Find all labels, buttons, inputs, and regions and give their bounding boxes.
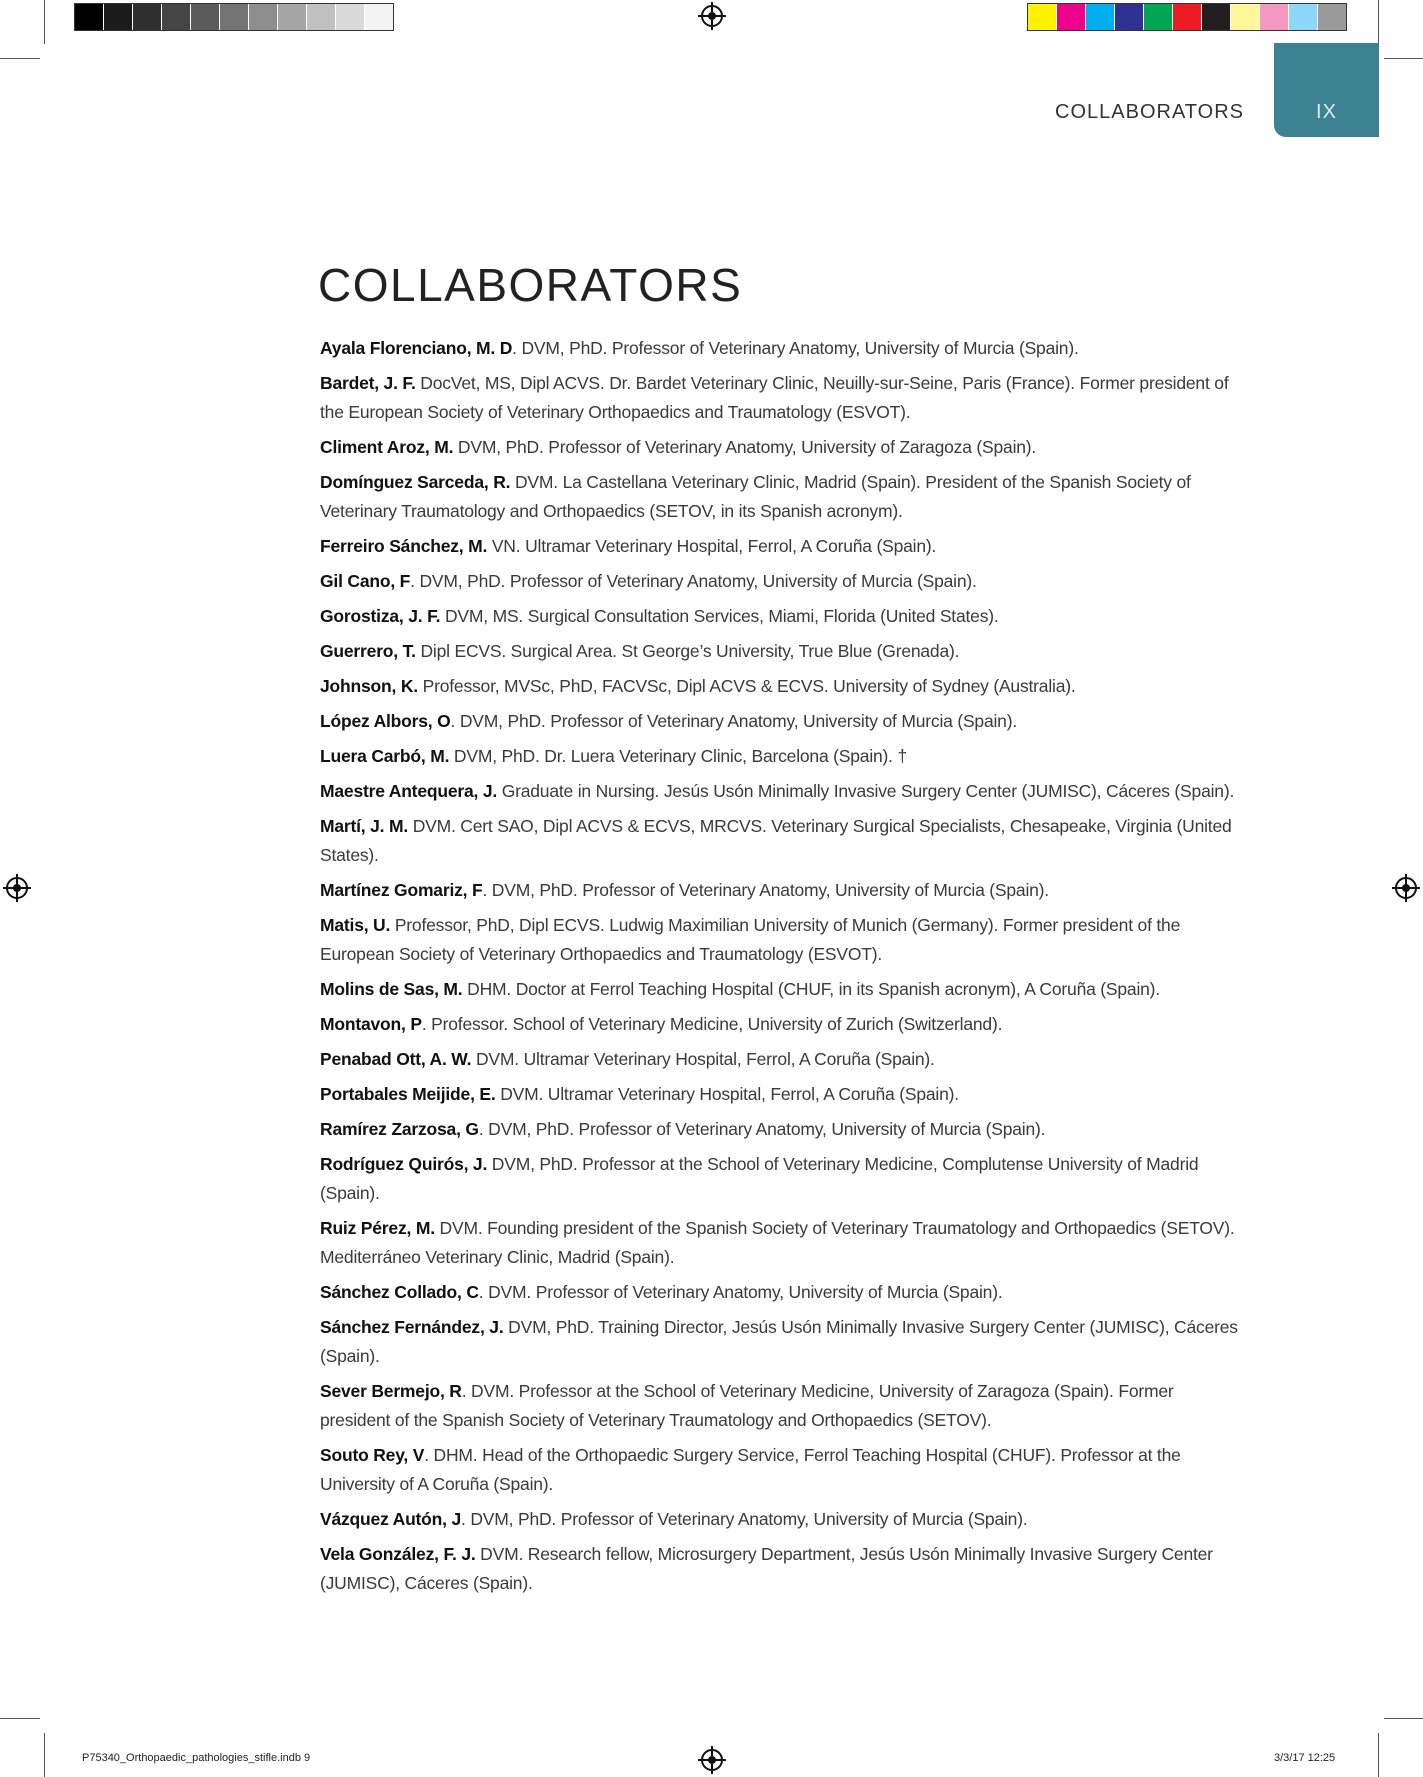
collaborator-entry xyxy=(320,369,1240,427)
gray-swatch xyxy=(220,4,249,30)
collaborator-name: López Albors, O xyxy=(320,711,451,731)
collaborator-name: Luera Carbó, M. xyxy=(320,746,450,766)
collaborator-entry xyxy=(320,777,1240,806)
collaborator-entry xyxy=(320,334,1240,363)
registration-mark-icon xyxy=(701,5,723,27)
color-swatch xyxy=(1260,4,1289,30)
collaborator-details: . DVM, PhD. Professor of Veterinary Anatomy, University of Murcia (Spain). xyxy=(450,711,1017,731)
gray-swatch xyxy=(75,4,104,30)
collaborator-entry xyxy=(320,672,1240,701)
color-swatch xyxy=(1318,4,1346,30)
gray-swatch xyxy=(191,4,220,30)
collaborator-name: Johnson, K. xyxy=(320,676,418,696)
collaborator-details: . DVM. Professor at the School of Veterinary Medicine, University of Zaragoza (Spain). Former president of the Spanish Society of Veterinary Traumatology and Orthopaedics (SETOV). xyxy=(320,1381,1174,1430)
collaborator-details: DVM. Research fellow, Microsurgery Department, Jesús Usón Minimally Invasive Surgery Center (JUMISC), Cáceres (Spain). xyxy=(320,1544,1213,1593)
page-title: COLLABORATORS xyxy=(318,259,743,311)
collaborator-entry xyxy=(320,1540,1240,1598)
collaborator-name: Domínguez Sarceda, R. xyxy=(320,472,511,492)
gray-swatch xyxy=(162,4,191,30)
crop-mark xyxy=(1384,58,1423,59)
collaborator-entry xyxy=(320,1278,1240,1307)
crop-mark xyxy=(1378,1733,1379,1777)
collaborator-entry xyxy=(320,975,1240,1004)
collaborator-entry xyxy=(320,567,1240,596)
collaborator-name: Souto Rey, V xyxy=(320,1445,425,1465)
collaborator-name: Portabales Meijide, E. xyxy=(320,1084,496,1104)
registration-mark-icon xyxy=(1395,877,1417,899)
grayscale-color-bar xyxy=(74,3,394,31)
collaborator-name: Gil Cano, F xyxy=(320,571,411,591)
collaborator-entry xyxy=(320,1115,1240,1144)
color-swatch xyxy=(1115,4,1144,30)
collaborator-details: DVM. Cert SAO, Dipl ACVS & ECVS, MRCVS. Veterinary Surgical Specialists, Chesapeake, Virginia (United States). xyxy=(320,816,1232,865)
collaborator-name: Ayala Florenciano, M. D xyxy=(320,338,513,358)
collaborator-entry xyxy=(320,532,1240,561)
crop-mark xyxy=(44,1733,45,1777)
collaborator-name: Penabad Ott, A. W. xyxy=(320,1049,472,1069)
color-swatch xyxy=(1289,4,1318,30)
collaborator-entry xyxy=(320,1150,1240,1208)
color-swatch xyxy=(1086,4,1115,30)
collaborator-name: Vela González, F. J. xyxy=(320,1544,476,1564)
collaborator-name: Ferreiro Sánchez, M. xyxy=(320,536,488,556)
collaborator-entry xyxy=(320,742,1240,771)
collaborator-details: DocVet, MS, Dipl ACVS. Dr. Bardet Veterinary Clinic, Neuilly-sur-Seine, Paris (France). Former president of the European Society of Veterinary Orthopaedics and Traumatology (ESVOT). xyxy=(320,373,1229,422)
process-color-bar xyxy=(1027,3,1347,31)
collaborator-details: Professor, MVSc, PhD, FACVSc, Dipl ACVS & ECVS. University of Sydney (Australia). xyxy=(417,676,1076,696)
collaborator-details: . DVM, PhD. Professor of Veterinary Anatomy, University of Murcia (Spain). xyxy=(410,571,977,591)
collaborator-entry xyxy=(320,876,1240,905)
collaborator-details: DVM. La Castellana Veterinary Clinic, Madrid (Spain). President of the Spanish Society of Veterinary Traumatology and Orthopaedics (SETOV, in its Spanish acronym). xyxy=(320,472,1191,521)
collaborator-details: . DVM, PhD. Professor of Veterinary Anatomy, University of Murcia (Spain). xyxy=(482,880,1049,900)
collaborator-entry xyxy=(320,433,1240,462)
color-swatch xyxy=(1202,4,1231,30)
gray-swatch xyxy=(278,4,307,30)
collaborator-details: DVM, PhD. Training Director, Jesús Usón Minimally Invasive Surgery Center (JUMISC), Cáceres (Spain). xyxy=(320,1317,1238,1366)
collaborator-details: DVM. Ultramar Veterinary Hospital, Ferrol, A Coruña (Spain). xyxy=(471,1049,935,1069)
collaborator-entry xyxy=(320,1377,1240,1435)
collaborator-name: Matis, U. xyxy=(320,915,391,935)
color-swatch xyxy=(1231,4,1260,30)
footer-date: 3/3/17 12:25 xyxy=(1274,1752,1336,1764)
collaborator-details: DVM, PhD. Professor at the School of Veterinary Medicine, Complutense University of Madrid (Spain). xyxy=(320,1154,1199,1203)
collaborator-name: Bardet, J. F. xyxy=(320,373,416,393)
color-swatch xyxy=(1173,4,1202,30)
collaborator-entry xyxy=(320,1045,1240,1074)
page-number: IX xyxy=(1316,101,1337,123)
color-swatch xyxy=(1028,4,1057,30)
collaborator-details: DVM. Founding president of the Spanish Society of Veterinary Traumatology and Orthopaedics (SETOV). Mediterráneo Veterinary Clinic, Madrid (Spain). xyxy=(320,1218,1235,1267)
collaborator-details: Dipl ECVS. Surgical Area. St George’s University, True Blue (Grenada). xyxy=(415,641,960,661)
collaborator-details: DHM. Doctor at Ferrol Teaching Hospital (CHUF, in its Spanish acronym), A Coruña (Spain). xyxy=(462,979,1160,999)
crop-mark xyxy=(0,58,40,59)
collaborator-details: . DVM, PhD. Professor of Veterinary Anatomy, University of Murcia (Spain). xyxy=(512,338,1079,358)
collaborator-details: DVM, PhD. Professor of Veterinary Anatomy, University of Zaragoza (Spain). xyxy=(453,437,1037,457)
collaborator-entry xyxy=(320,1441,1240,1499)
crop-mark xyxy=(0,1718,40,1719)
collaborator-entry xyxy=(320,911,1240,969)
gray-swatch xyxy=(307,4,336,30)
collaborator-name: Montavon, P xyxy=(320,1014,422,1034)
page-number-tab xyxy=(1274,43,1379,137)
collaborator-name: Molins de Sas, M. xyxy=(320,979,463,999)
crop-mark xyxy=(1384,1718,1423,1719)
collaborator-name: Rodríguez Quirós, J. xyxy=(320,1154,488,1174)
gray-swatch xyxy=(249,4,278,30)
collaborator-details: . DVM. Professor of Veterinary Anatomy, University of Murcia (Spain). xyxy=(478,1282,1003,1302)
collaborator-entry xyxy=(320,602,1240,631)
collaborator-entry xyxy=(320,1010,1240,1039)
color-swatch xyxy=(1144,4,1173,30)
collaborator-name: Climent Aroz, M. xyxy=(320,437,454,457)
collaborator-details: . Professor. School of Veterinary Medicine, University of Zurich (Switzerland). xyxy=(421,1014,1003,1034)
gray-swatch xyxy=(133,4,162,30)
crop-mark xyxy=(1378,0,1379,44)
collaborator-entry xyxy=(320,1214,1240,1272)
collaborator-details: . DVM, PhD. Professor of Veterinary Anatomy, University of Murcia (Spain). xyxy=(478,1119,1046,1139)
crop-mark xyxy=(44,0,45,44)
collaborator-details: DVM. Ultramar Veterinary Hospital, Ferrol, A Coruña (Spain). xyxy=(495,1084,959,1104)
collaborator-name: Ramírez Zarzosa, G xyxy=(320,1119,479,1139)
collaborator-name: Sánchez Fernández, J. xyxy=(320,1317,504,1337)
collaborators-list xyxy=(320,334,1240,1604)
collaborator-details: VN. Ultramar Veterinary Hospital, Ferrol, A Coruña (Spain). xyxy=(487,536,937,556)
gray-swatch xyxy=(104,4,133,30)
collaborator-entry xyxy=(320,1505,1240,1534)
collaborator-entry xyxy=(320,1313,1240,1371)
running-head: COLLABORATORS xyxy=(1055,101,1244,123)
collaborator-entry xyxy=(320,637,1240,666)
gray-swatch xyxy=(365,4,393,30)
gray-swatch xyxy=(336,4,365,30)
collaborator-details: DVM, MS. Surgical Consultation Services, Miami, Florida (United States). xyxy=(440,606,999,626)
collaborator-entry xyxy=(320,812,1240,870)
registration-mark-icon xyxy=(701,1749,723,1771)
collaborator-details: Professor, PhD, Dipl ECVS. Ludwig Maximilian University of Munich (Germany). Former president of the European Society of Veterinary Orthopaedics and Traumatology (ESVOT). xyxy=(320,915,1181,964)
collaborator-name: Guerrero, T. xyxy=(320,641,416,661)
collaborator-entry xyxy=(320,1080,1240,1109)
collaborator-name: Maestre Antequera, J. xyxy=(320,781,498,801)
color-swatch xyxy=(1057,4,1086,30)
collaborator-name: Gorostiza, J. F. xyxy=(320,606,441,626)
collaborator-details: Graduate in Nursing. Jesús Usón Minimally Invasive Surgery Center (JUMISC), Cáceres (Spain). xyxy=(497,781,1235,801)
collaborator-details: . DVM, PhD. Professor of Veterinary Anatomy, University of Murcia (Spain). xyxy=(461,1509,1028,1529)
collaborator-name: Sever Bermejo, R xyxy=(320,1381,462,1401)
collaborator-name: Sánchez Collado, C xyxy=(320,1282,479,1302)
collaborator-name: Ruiz Pérez, M. xyxy=(320,1218,435,1238)
collaborator-details: DVM, PhD. Dr. Luera Veterinary Clinic, Barcelona (Spain). † xyxy=(449,746,908,766)
collaborator-name: Martínez Gomariz, F xyxy=(320,880,483,900)
collaborator-entry xyxy=(320,468,1240,526)
collaborator-details: . DHM. Head of the Orthopaedic Surgery Service, Ferrol Teaching Hospital (CHUF). Professor at the University of A Coruña (Spain). xyxy=(320,1445,1181,1494)
collaborator-entry xyxy=(320,707,1240,736)
footer-file-name: P75340_Orthopaedic_pathologies_stifle.indb 9 xyxy=(82,1752,311,1764)
collaborator-name: Vázquez Autón, J xyxy=(320,1509,462,1529)
collaborator-name: Martí, J. M. xyxy=(320,816,409,836)
registration-mark-icon xyxy=(6,877,28,899)
